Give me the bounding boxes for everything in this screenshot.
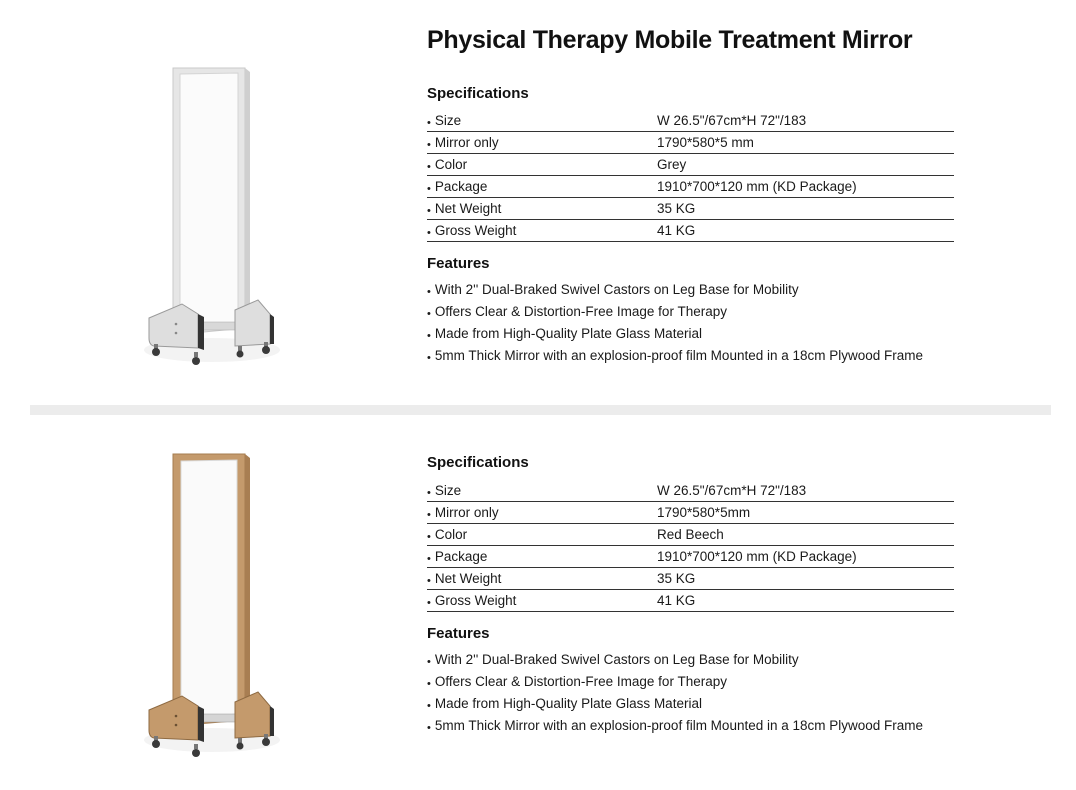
spec-row-mirror-only	[427, 132, 954, 154]
feature-list	[427, 649, 1027, 737]
spec-key: • Net Weight	[427, 198, 501, 221]
feature-item: • Offers Clear & Distortion-Free Image for Therapy	[427, 301, 1027, 323]
spec-value: 1790*580*5 mm	[657, 135, 754, 150]
spec-row-net-weight	[427, 198, 954, 220]
spec-value: Grey	[657, 157, 687, 172]
spec-key: • Color	[427, 524, 467, 547]
spec-value: Red Beech	[657, 527, 724, 542]
spec-key: • Size	[427, 110, 461, 133]
product-section-red-beech	[0, 415, 1076, 790]
spec-row-gross-weight	[427, 220, 954, 242]
spec-row-package	[427, 546, 954, 568]
spec-value: 1910*700*120 mm (KD Package)	[657, 549, 857, 564]
spec-row-color	[427, 154, 954, 176]
spec-key: • Mirror only	[427, 132, 499, 155]
page-title: Physical Therapy Mobile Treatment Mirror	[427, 26, 913, 54]
spec-row-size	[427, 110, 954, 132]
spec-value: 1910*700*120 mm (KD Package)	[657, 179, 857, 194]
spec-row-size	[427, 480, 954, 502]
feature-item: • 5mm Thick Mirror with an explosion-proof film Mounted in a 18cm Plywood Frame	[427, 715, 1027, 737]
feature-item: • Made from High-Quality Plate Glass Material	[427, 323, 1027, 345]
feature-item: • Made from High-Quality Plate Glass Material	[427, 693, 1027, 715]
spec-row-net-weight	[427, 568, 954, 590]
spec-key: • Color	[427, 154, 467, 177]
spec-value: 41 KG	[657, 593, 696, 608]
spec-value: 41 KG	[657, 223, 696, 238]
spec-key: • Gross Weight	[427, 220, 516, 243]
features-heading: Features	[427, 255, 490, 272]
feature-item: • With 2'' Dual-Braked Swivel Castors on Leg Base for Mobility	[427, 279, 1027, 301]
spec-value: 1790*580*5mm	[657, 505, 751, 520]
spec-key: • Package	[427, 546, 487, 569]
spec-key: • Gross Weight	[427, 590, 516, 613]
feature-item: • With 2'' Dual-Braked Swivel Castors on Leg Base for Mobility	[427, 649, 1027, 671]
specifications-heading: Specifications	[427, 85, 529, 102]
specifications-heading: Specifications	[427, 454, 529, 471]
spec-row-mirror-only	[427, 502, 954, 524]
spec-row-gross-weight	[427, 590, 954, 612]
spec-table	[427, 110, 954, 242]
spec-key: • Size	[427, 480, 461, 503]
spec-key: • Mirror only	[427, 502, 499, 525]
spec-key: • Net Weight	[427, 568, 501, 591]
spec-row-package	[427, 176, 954, 198]
spec-table	[427, 480, 954, 612]
spec-value: W 26.5"/67cm*H 72"/183	[657, 113, 807, 128]
section-divider	[30, 405, 1051, 415]
spec-value: 35 KG	[657, 201, 696, 216]
spec-row-color	[427, 524, 954, 546]
feature-item: • 5mm Thick Mirror with an explosion-proof film Mounted in a 18cm Plywood Frame	[427, 345, 1027, 367]
feature-list	[427, 279, 1027, 367]
spec-key: • Package	[427, 176, 487, 199]
grey-mobile-mirror-image	[140, 60, 290, 380]
spec-value: W 26.5"/67cm*H 72"/183	[657, 483, 807, 498]
features-heading: Features	[427, 625, 490, 642]
feature-item: • Offers Clear & Distortion-Free Image for Therapy	[427, 671, 1027, 693]
spec-value: 35 KG	[657, 571, 696, 586]
red-beech-mobile-mirror-image	[140, 450, 290, 770]
